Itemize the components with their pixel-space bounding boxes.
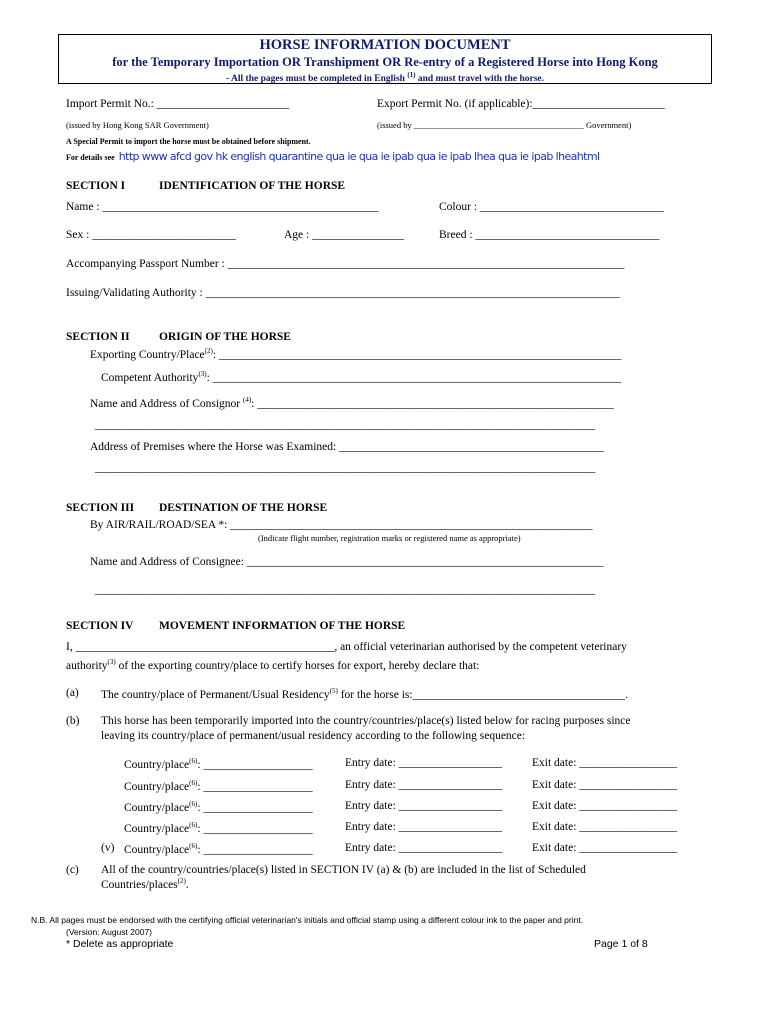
residency-field[interactable]: The country/place of Permanent/Usual Residency$^{(5)}$ for the horse is:_____________________________________. xyxy=(101,687,629,701)
footer-version: (Version: August 2007) xyxy=(66,927,153,937)
movement-exit-date-field[interactable]: Exit date: _________________ xyxy=(532,821,678,833)
item-a-label: (a) xyxy=(66,687,79,699)
footer-delete-note: * Delete as appropriate xyxy=(66,938,174,950)
section-4-number: SECTION IV xyxy=(66,620,134,632)
export-issuer-field[interactable]: (issued by ________________________________________ Government) xyxy=(377,120,632,130)
item-b-text-1: This horse has been temporarily imported into the country/countries/place(s) listed below for racing purposes since xyxy=(101,715,631,727)
item-b-label: (b) xyxy=(66,715,80,727)
details-label: For details see xyxy=(66,153,115,162)
item-c-label: (c) xyxy=(66,864,79,876)
footer-nb: N.B. All pages must be endorsed with the certifying official veterinarian's initials and official stamp using a different colour ink to the paper and print. xyxy=(31,915,584,925)
movement-country-field[interactable]: Country/place$^{(6)}$: ___________________ xyxy=(124,779,313,793)
veterinarian-declaration[interactable]: I, _____________________________________________, an official veterinarian authorised by the competent veterinary xyxy=(66,641,627,653)
details-line xyxy=(66,147,599,165)
page-number: Page 1 of 8 xyxy=(594,938,648,950)
horse-colour-field[interactable]: Colour : ________________________________ xyxy=(439,201,664,213)
document-note: - All the pages must be completed in English $^{(1)}$ and must travel with the horse. xyxy=(226,71,544,85)
premises-line-2[interactable]: _______________________________________________________________________________________ xyxy=(95,462,596,474)
section-2-number: SECTION II xyxy=(66,331,130,343)
premises-field[interactable]: Address of Premises where the Horse was Examined: ______________________________________________ xyxy=(90,441,604,453)
movement-country-field[interactable]: Country/place$^{(6)}$: ___________________ xyxy=(124,821,313,835)
movement-exit-date-field[interactable]: Exit date: _________________ xyxy=(532,842,678,854)
declaration-line-2: authority$^{(3)}$ of the exporting country/place to certify horses for export, hereby declare that: xyxy=(66,658,480,672)
transport-hint: (Indicate flight number, registration marks or registered name as appropriate) xyxy=(258,533,521,543)
item-c-text-1: All of the country/countries/place(s) listed in SECTION IV (a) & (b) are included in the list of Scheduled xyxy=(101,864,586,876)
movement-entry-date-field[interactable]: Entry date: __________________ xyxy=(345,842,503,854)
consignor-line-2[interactable]: _______________________________________________________________________________________ xyxy=(95,419,596,431)
item-b-text-2: leaving its country/place of permanent/usual residency according to the following sequence: xyxy=(101,730,526,742)
consignee-line-2[interactable]: _______________________________________________________________________________________ xyxy=(95,584,596,596)
movement-exit-date-field[interactable]: Exit date: _________________ xyxy=(532,800,678,812)
consignee-field[interactable]: Name and Address of Consignee: ______________________________________________________________ xyxy=(90,556,604,568)
section-4-title: MOVEMENT INFORMATION OF THE HORSE xyxy=(159,620,406,632)
movement-entry-date-field[interactable]: Entry date: __________________ xyxy=(345,779,503,791)
transport-mode-field[interactable]: By AIR/RAIL/ROAD/SEA *: _______________________________________________________________ xyxy=(90,519,593,531)
import-permit-field[interactable]: Import Permit No.: _______________________ xyxy=(66,98,289,110)
movement-country-field[interactable]: Country/place$^{(6)}$: ___________________ xyxy=(124,842,313,856)
horse-breed-field[interactable]: Breed : ________________________________ xyxy=(439,229,660,241)
movement-row-prefix: (v) xyxy=(101,842,115,854)
movement-exit-date-field[interactable]: Exit date: _________________ xyxy=(532,757,678,769)
section-2-title: ORIGIN OF THE HORSE xyxy=(159,331,291,343)
section-3-number: SECTION III xyxy=(66,502,135,514)
document-subtitle: for the Temporary Importation OR Transhipment OR Re-entry of a Registered Horse into Hong Kong xyxy=(112,55,658,69)
consignor-field[interactable]: Name and Address of Consignor $^{(4)}$: ______________________________________________________________ xyxy=(90,396,614,410)
movement-country-field[interactable]: Country/place$^{(6)}$: ___________________ xyxy=(124,757,313,771)
special-permit-note: A Special Permit to import the horse must be obtained before shipment. xyxy=(66,137,311,146)
document-title: HORSE INFORMATION DOCUMENT xyxy=(259,37,511,53)
competent-authority-field[interactable]: Competent Authority$^{(3)}$: _______________________________________________________________________ xyxy=(101,370,621,384)
horse-name-field[interactable]: Name : ________________________________________________ xyxy=(66,201,379,213)
section-1-number: SECTION I xyxy=(66,180,126,192)
export-permit-field[interactable]: Export Permit No. (if applicable):_______________________ xyxy=(377,98,665,110)
horse-age-field[interactable]: Age : ________________ xyxy=(284,229,405,241)
import-issuer: (issued by Hong Kong SAR Government) xyxy=(66,120,209,130)
movement-entry-date-field[interactable]: Entry date: __________________ xyxy=(345,800,503,812)
horse-sex-field[interactable]: Sex : _________________________ xyxy=(66,229,236,241)
title-box xyxy=(58,34,712,84)
movement-entry-date-field[interactable]: Entry date: __________________ xyxy=(345,821,503,833)
movement-country-field[interactable]: Country/place$^{(6)}$: ___________________ xyxy=(124,800,313,814)
item-c-text-2: Countries/places$^{(2)}$. xyxy=(101,877,189,891)
section-3-title: DESTINATION OF THE HORSE xyxy=(159,502,328,514)
movement-entry-date-field[interactable]: Entry date: __________________ xyxy=(345,757,503,769)
details-link[interactable]: http www afcd gov hk english quarantine qua ie qua ie ipab qua ie ipab lhea qua ie ipab lheahtml xyxy=(118,150,600,163)
section-1-title: IDENTIFICATION OF THE HORSE xyxy=(159,180,346,192)
issuing-authority-field[interactable]: Issuing/Validating Authority : ________________________________________________________________________ xyxy=(66,287,620,299)
movement-exit-date-field[interactable]: Exit date: _________________ xyxy=(532,779,678,791)
exporting-country-field[interactable]: Exporting Country/Place$^{(2)}$: ______________________________________________________________________ xyxy=(90,347,622,361)
passport-number-field[interactable]: Accompanying Passport Number : _____________________________________________________________________ xyxy=(66,258,625,270)
